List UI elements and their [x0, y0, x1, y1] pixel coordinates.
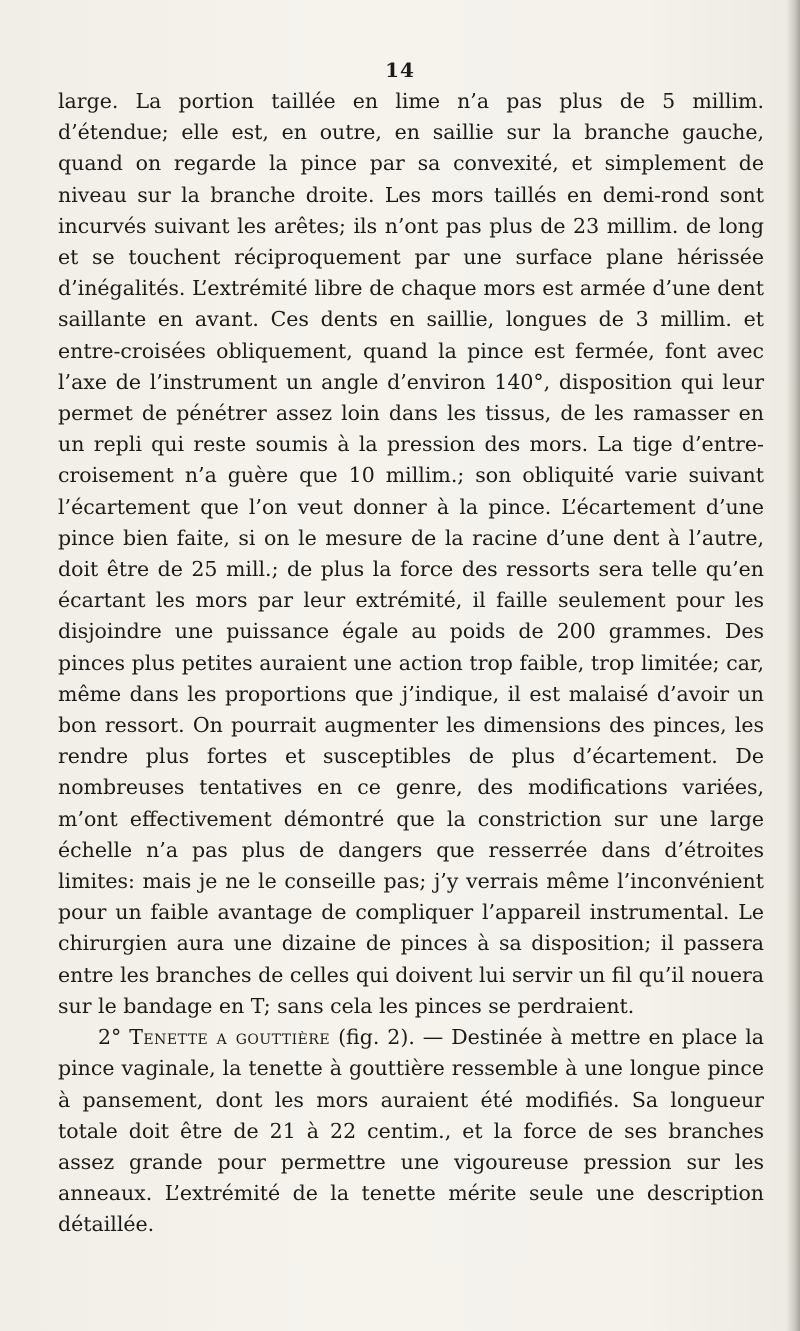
section-number: 2° [98, 1025, 122, 1050]
paragraph-tenette [58, 1022, 764, 1240]
page-edge-shadow [786, 0, 800, 1331]
section-body: (fig. 2). — Destinée à mettre en place la pince vaginale, la tenette à gouttière ressemble à une longue pince à pansement, dont les mors auraient été modifiés. Sa longueur totale doit être de 21 à 22 centim., et la force de ses branches assez grande pour permettre une vigoureuse pression sur les anneaux. L’extrémité de la tenette mérite seule une description détaillée. [58, 1025, 764, 1237]
body-text [58, 86, 764, 1241]
section-heading: Tenette a gouttière [129, 1025, 331, 1050]
paragraph-continuation: large. La portion taillée en lime n’a pas plus de 5 millim. d’étendue; elle est, en outre, en saillie sur la branche gauche, quand on regarde la pince par sa convexité, et simplement de niveau sur la branche droite. Les mors taillés en demi-rond sont incurvés suivant les arêtes; ils n’ont pas plus de 23 millim. de long et se touchent réciproquement par une surface plane hérissée d’inégalités. L’extrémité libre de chaque mors est armée d’une dent saillante en avant. Ces dents en saillie, longues de 3 millim. et entre-croisées obliquement, quand la pince est fermée, font avec l’axe de l’instrument un angle d’environ 140°, disposition qui leur permet de pénétrer assez loin dans les tissus, de les ramasser en un repli qui reste soumis à la pression des mors. La tige d’entre-croisement n’a guère que 10 millim.; son obliquité varie suivant l’écartement que l’on veut donner à la pince. L’écartement d’une pince bien faite, si on le mesure de la racine d’une dent à l’autre, doit être de 25 mill.; de plus la force des ressorts sera telle qu’en écartant les mors par leur extrémité, il faille seulement pour les disjoindre une puissance égale au poids de 200 grammes. Des pinces plus petites auraient une action trop faible, trop limitée; car, même dans les proportions que j’indique, il est malaisé d’avoir un bon ressort. On pourrait augmenter les dimensions des pinces, les rendre plus fortes et susceptibles de plus d’écartement. De nombreuses tentatives en ce genre, des modifications variées, m’ont effectivement démontré que la constriction sur une large échelle n’a pas plus de dangers que resserrée dans d’étroites limites: mais je ne le conseille pas; j’y verrais même l’inconvénient pour un faible avantage de compliquer l’appareil instrumental. Le chirurgien aura une dizaine de pinces à sa disposition; il passera entre les branches de celles qui doivent lui servir un fil qu’il nouera sur le bandage en T; sans cela les pinces se perdraient. [58, 89, 764, 1018]
page-number: 14 [385, 58, 415, 82]
